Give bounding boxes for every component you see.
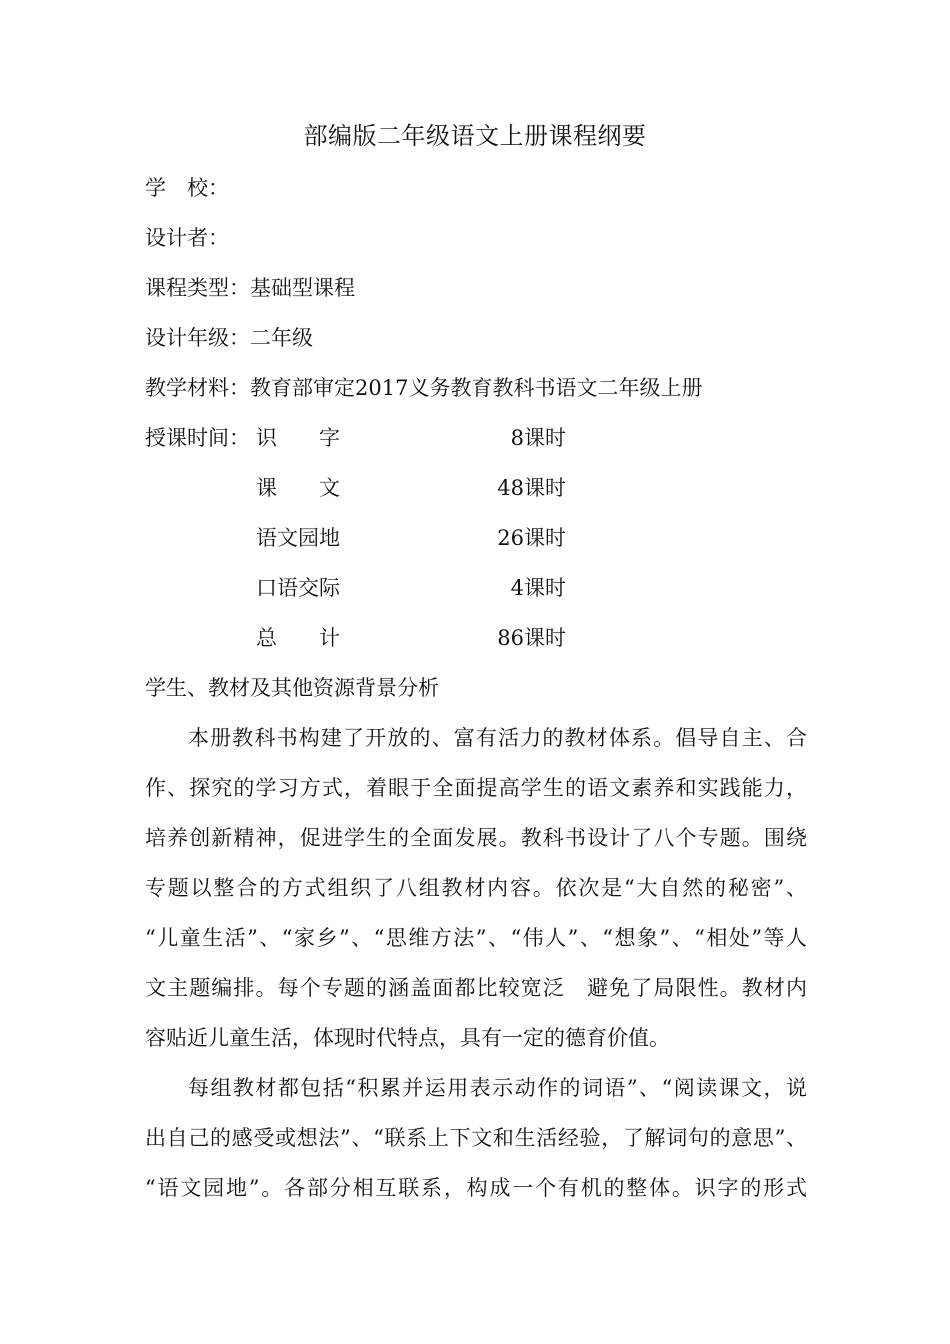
- school-field: 学 校：: [145, 176, 229, 200]
- grade-field: 设计年级：二年级: [145, 326, 313, 350]
- materials-field: 教学材料：教育部审定2017义务教育教科书语文二年级上册: [145, 376, 703, 400]
- designer-field: 设计者：: [145, 226, 229, 250]
- paragraph-line: 文主题编排。每个专题的涵盖面都比较宽泛 避免了局限性。教材内: [145, 976, 807, 1000]
- paragraph-line: 培养创新精神，促进学生的全面发展。教科书设计了八个专题。围绕: [145, 826, 807, 850]
- schedule-item: 口语交际: [256, 576, 340, 600]
- schedule-item: 识 字: [256, 426, 340, 450]
- schedule-item: 课 文: [256, 476, 340, 500]
- schedule-hours: 26课时: [497, 526, 566, 550]
- schedule-hours: 4课时: [510, 576, 566, 600]
- section-heading: 学生、教材及其他资源背景分析: [145, 676, 439, 700]
- paragraph-line: 作、探究的学习方式，着眼于全面提高学生的语文素养和实践能力，: [145, 776, 807, 800]
- schedule-item: 语文园地: [256, 526, 340, 550]
- paragraph-line: 本册教科书构建了开放的、富有活力的教材体系。倡导自主、合: [188, 726, 807, 750]
- schedule-hours: 8课时: [510, 426, 566, 450]
- paragraph-line: 出自己的感受或想法”、“联系上下文和生活经验，了解词句的意思”、: [145, 1126, 807, 1150]
- schedule-hours: 86课时: [497, 626, 566, 650]
- course-type-field: 课程类型：基础型课程: [145, 276, 355, 300]
- document-title: 部编版二年级语文上册课程纲要: [303, 122, 647, 150]
- paragraph-line: “儿童生活”、“家乡”、“思维方法”、“伟人”、“想象”、“相处”等人: [145, 926, 807, 950]
- paragraph-line: 每组教材都包括“积累并运用表示动作的词语”、“阅读课文，说: [188, 1076, 807, 1100]
- paragraph-line: “语文园地”。各部分相互联系，构成一个有机的整体。识字的形式: [145, 1176, 807, 1200]
- paragraph-line: 容贴近儿童生活，体现时代特点，具有一定的德育价值。: [145, 1026, 670, 1050]
- paragraph-line: 专题以整合的方式组织了八组教材内容。依次是“大自然的秘密”、: [145, 876, 807, 900]
- schedule-item: 总 计: [256, 626, 340, 650]
- schedule-hours: 48课时: [497, 476, 566, 500]
- schedule-label: 授课时间：: [145, 426, 250, 450]
